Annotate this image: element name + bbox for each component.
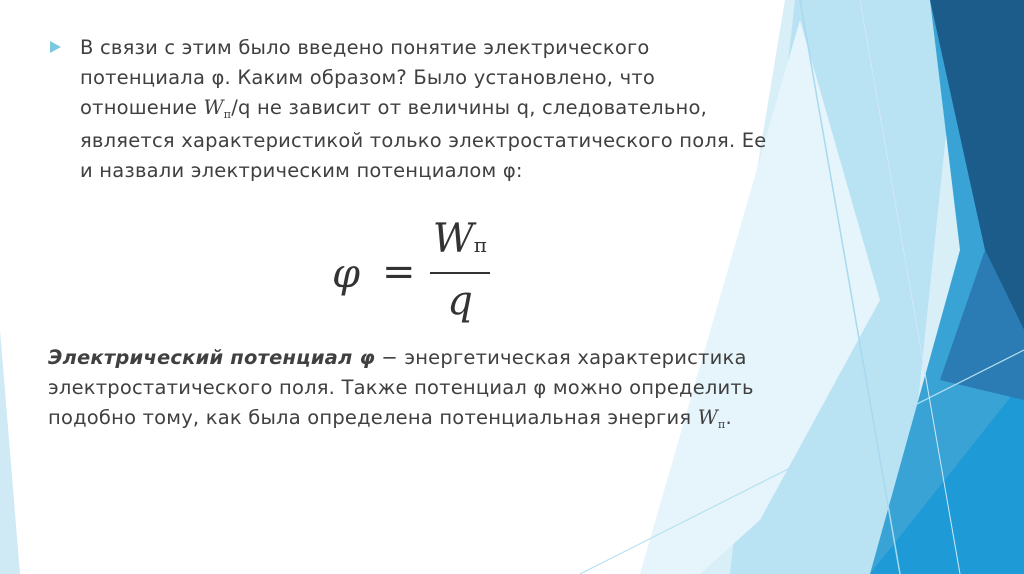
- numerator-subscript: п: [473, 233, 488, 257]
- definition-end: .: [725, 406, 732, 429]
- formula-denominator: q: [447, 278, 473, 324]
- numerator-letter: W: [432, 216, 474, 262]
- definition-rest: энергетическая характеристика электростатического поля. Также потенциал φ можно определить подобно тому, как была определена потенциальная энергия: [48, 346, 754, 429]
- definition-term: Электрический потенциал φ: [48, 346, 375, 369]
- fraction-bar: [430, 272, 490, 274]
- potential-formula: [332, 216, 502, 336]
- definition-dash: −: [374, 346, 405, 369]
- bullet-arrow-icon: [50, 41, 61, 53]
- def-w-letter: W: [697, 406, 718, 429]
- bullet-mid: /q не зависит от величины q, следовательно, является характеристикой только электростатического поля. Ее и назвали электрическим потенциалом φ:: [80, 96, 767, 182]
- formula-equals: =: [382, 249, 416, 295]
- w-symbol: [203, 96, 231, 119]
- bullet-intro: В связи с этим было введено понятие электрического потенциала φ. Каким образом? Было установлено, что отношение: [80, 36, 656, 119]
- def-w-subscript: п: [717, 418, 726, 431]
- w-subscript: п: [223, 108, 232, 121]
- definition-w-symbol: [698, 406, 726, 429]
- formula-numerator: [430, 216, 490, 268]
- bullet-text: [80, 33, 770, 186]
- definition-paragraph: [48, 343, 768, 436]
- formula-fraction: [430, 216, 490, 324]
- w-letter: W: [203, 96, 224, 119]
- formula-lhs: φ: [332, 251, 361, 297]
